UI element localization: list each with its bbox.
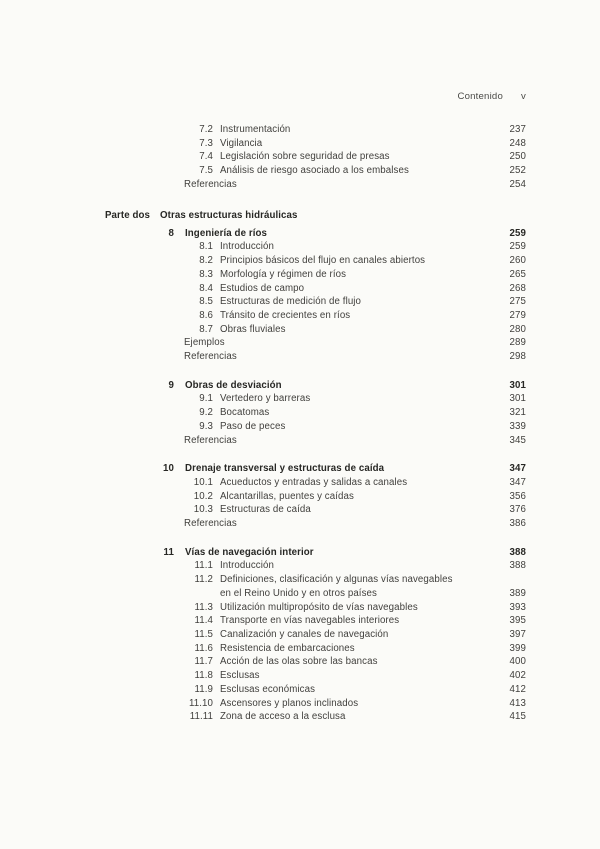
toc-section-entry [105, 710, 526, 724]
section-title: Introducción [220, 241, 274, 253]
section-title: Estructuras de medición de flujo [220, 296, 362, 308]
section-page-number: 279 [509, 309, 526, 321]
section-title: Esclusas [220, 670, 260, 682]
section-title: Obras fluviales [220, 323, 286, 335]
toc-chapter-block [105, 227, 526, 364]
section-page-number: 268 [509, 282, 526, 294]
chapter-title: Ingeniería de ríos [185, 227, 268, 239]
toc-section-entry [105, 150, 526, 164]
section-number: 7.4 [199, 151, 213, 163]
toc-section-entry [105, 164, 526, 178]
section-title: Alcantarillas, puentes y caídas [220, 490, 354, 502]
section-page-number: 301 [509, 393, 526, 405]
section-number: 8.7 [199, 323, 213, 335]
toc-extra-entry [105, 517, 526, 531]
section-title: Acción de las olas sobre las bancas [220, 656, 378, 668]
section-title: Resistencia de embarcaciones [220, 642, 355, 654]
toc-section-entry [105, 503, 526, 517]
extra-page-number: 345 [509, 434, 526, 446]
chapter-title: Drenaje transversal y estructuras de caída [185, 463, 385, 475]
section-number: 8.4 [199, 282, 213, 294]
section-page-number: 388 [509, 560, 526, 572]
section-title: Ascensores y planos inclinados [220, 697, 359, 709]
chapter-number: 10 [163, 463, 174, 475]
section-number: 8.2 [199, 255, 213, 267]
toc-section-entry [105, 614, 526, 628]
section-title: Zona de acceso a la esclusa [220, 711, 346, 723]
section-page-number: 412 [509, 683, 526, 695]
section-page-number: 252 [509, 165, 526, 177]
section-number: 11.4 [194, 615, 213, 627]
section-page-number: 237 [509, 124, 526, 135]
section-page-number: 400 [509, 656, 526, 668]
toc-chapter-block [105, 462, 526, 531]
part-title: Otras estructuras hidráulicas [160, 209, 298, 221]
chapter-page-number: 259 [509, 227, 526, 239]
section-page-number: 356 [509, 490, 526, 502]
toc-section-entry [105, 628, 526, 642]
toc-section-entry [105, 601, 526, 615]
section-number: 11.8 [194, 670, 213, 682]
extra-page-number: 298 [509, 351, 526, 363]
section-page-number: 265 [509, 268, 526, 280]
section-title: Definiciones, clasificación y algunas vías navegables [220, 574, 453, 586]
section-number: 11.10 [188, 697, 213, 709]
toc-section-entry [105, 123, 526, 137]
toc-extra-entry [105, 178, 526, 192]
section-number: 7.3 [199, 137, 213, 149]
section-number: 11.3 [194, 601, 213, 613]
section-number: 10.1 [193, 476, 213, 488]
running-header-page-number: v [521, 91, 526, 102]
toc-chapter-block [105, 546, 526, 724]
section-title: Transporte en vías navegables interiores [220, 615, 400, 627]
section-number: 11.11 [189, 711, 213, 723]
section-page-number: 395 [509, 615, 526, 627]
toc-extra-entry [105, 350, 526, 364]
toc-section-entry [105, 476, 526, 490]
toc-chapter-heading [105, 546, 526, 560]
toc-section-entry [105, 655, 526, 669]
section-title: Tránsito de crecientes en ríos [220, 309, 351, 321]
toc-section-entry [105, 697, 526, 711]
section-title: Estudios de campo [220, 282, 305, 294]
section-page-number: 280 [509, 323, 526, 335]
section-title: Vigilancia [220, 137, 263, 149]
section-number: 11.6 [194, 642, 213, 654]
section-page-number: 413 [509, 697, 526, 709]
toc-section-entry [105, 137, 526, 151]
section-number: 7.5 [199, 165, 213, 177]
toc-chapters [105, 227, 526, 724]
section-title: Introducción [220, 560, 274, 572]
section-number: 11.9 [194, 683, 213, 695]
section-number: 11.7 [194, 656, 213, 668]
part-label: Parte dos [105, 209, 151, 221]
extra-label: Referencias [184, 518, 237, 530]
extra-label: Referencias [184, 178, 237, 190]
section-title: Utilización multipropósito de vías navegables [220, 601, 418, 613]
section-number: 10.2 [193, 490, 213, 502]
toc-chapter-block [105, 379, 526, 448]
section-number: 9.1 [199, 393, 213, 405]
section-title: Bocatomas [220, 407, 270, 419]
chapter-page-number: 388 [509, 546, 526, 558]
chapter-page-number: 347 [509, 463, 526, 475]
chapter-number: 9 [168, 379, 174, 391]
extra-label: Ejemplos [184, 337, 225, 349]
toc-section-entry [105, 254, 526, 268]
section-page-number: 347 [509, 476, 526, 488]
section-number: 8.6 [199, 309, 213, 321]
section-title: Análisis de riesgo asociado a los embalses [220, 165, 409, 177]
toc-section-entry [105, 392, 526, 406]
toc-section-entry [105, 406, 526, 420]
section-title: Acueductos y entradas y salidas a canales [220, 476, 408, 488]
part-heading [105, 209, 526, 223]
toc-section-entry [105, 559, 526, 573]
table-of-contents [105, 123, 526, 724]
extra-page-number: 289 [509, 337, 526, 349]
chapter-title: Obras de desviación [185, 379, 282, 391]
toc-section-entry [105, 642, 526, 656]
section-number: 11.2 [194, 574, 213, 586]
toc-section-entry [105, 669, 526, 683]
section-page-number: 402 [509, 670, 526, 682]
extra-page-number: 254 [509, 178, 526, 190]
section-page-number: 376 [509, 504, 526, 516]
toc-chapter-heading [105, 462, 526, 476]
section-page-number: 248 [509, 137, 526, 149]
toc-section-entry [105, 323, 526, 337]
extra-label: Referencias [184, 351, 237, 363]
chapter-number: 11 [163, 546, 174, 558]
section-number: 8.1 [199, 241, 213, 253]
section-page-number: 259 [509, 241, 526, 253]
toc-section-entry [105, 240, 526, 254]
extra-page-number: 386 [509, 518, 526, 530]
section-number: 8.3 [199, 268, 213, 280]
chapter-title: Vías de navegación interior [185, 546, 314, 558]
toc-extra-entry [105, 336, 526, 350]
section-number: 11.1 [194, 560, 213, 572]
toc-section-entry [105, 490, 526, 504]
section-title: Legislación sobre seguridad de presas [220, 151, 390, 163]
section-page-number: 399 [509, 642, 526, 654]
section-title: Principios básicos del flujo en canales abiertos [220, 255, 426, 267]
chapter-page-number: 301 [509, 379, 526, 391]
section-page-number: 260 [509, 255, 526, 267]
toc-section-entry [105, 683, 526, 697]
toc-chapter-heading [105, 379, 526, 393]
section-title: Morfología y régimen de ríos [220, 268, 347, 280]
toc-chapter7-continued-block [105, 123, 526, 192]
section-page-number: 393 [509, 601, 526, 613]
running-header-title: Contenido [457, 91, 503, 102]
extra-label: Referencias [184, 434, 237, 446]
toc-section-entry [105, 282, 526, 296]
section-page-number: 339 [509, 420, 526, 432]
section-number: 8.5 [199, 296, 213, 308]
section-number: 11.5 [194, 629, 213, 640]
toc-section-entry [105, 573, 526, 587]
section-number: 9.2 [199, 407, 213, 419]
toc-section-entry [105, 295, 526, 309]
section-page-number: 321 [509, 407, 526, 419]
section-title: Esclusas económicas [220, 683, 316, 695]
toc-chapter-heading [105, 227, 526, 241]
toc-extra-entry [105, 434, 526, 448]
chapter-number: 8 [168, 227, 174, 239]
section-page-number: 397 [509, 629, 526, 640]
section-title-line2: en el Reino Unido y en otros países [220, 587, 377, 599]
section-number: 10.3 [193, 504, 213, 516]
toc-section-entry [105, 420, 526, 434]
section-title: Canalización y canales de navegación [220, 629, 389, 640]
toc-section-entry [105, 268, 526, 282]
section-page-number: 389 [509, 587, 526, 599]
running-header [105, 91, 526, 102]
section-title: Instrumentación [220, 124, 291, 135]
section-page-number: 250 [509, 151, 526, 163]
section-title: Vertedero y barreras [220, 393, 311, 405]
section-page-number: 275 [509, 296, 526, 308]
section-number: 7.2 [199, 124, 213, 135]
section-title: Paso de peces [220, 420, 286, 432]
toc-section-entry-continuation [105, 587, 526, 601]
toc-section-entry [105, 309, 526, 323]
section-page-number: 415 [509, 711, 526, 723]
section-title: Estructuras de caída [220, 504, 311, 516]
section-number: 9.3 [199, 420, 213, 432]
